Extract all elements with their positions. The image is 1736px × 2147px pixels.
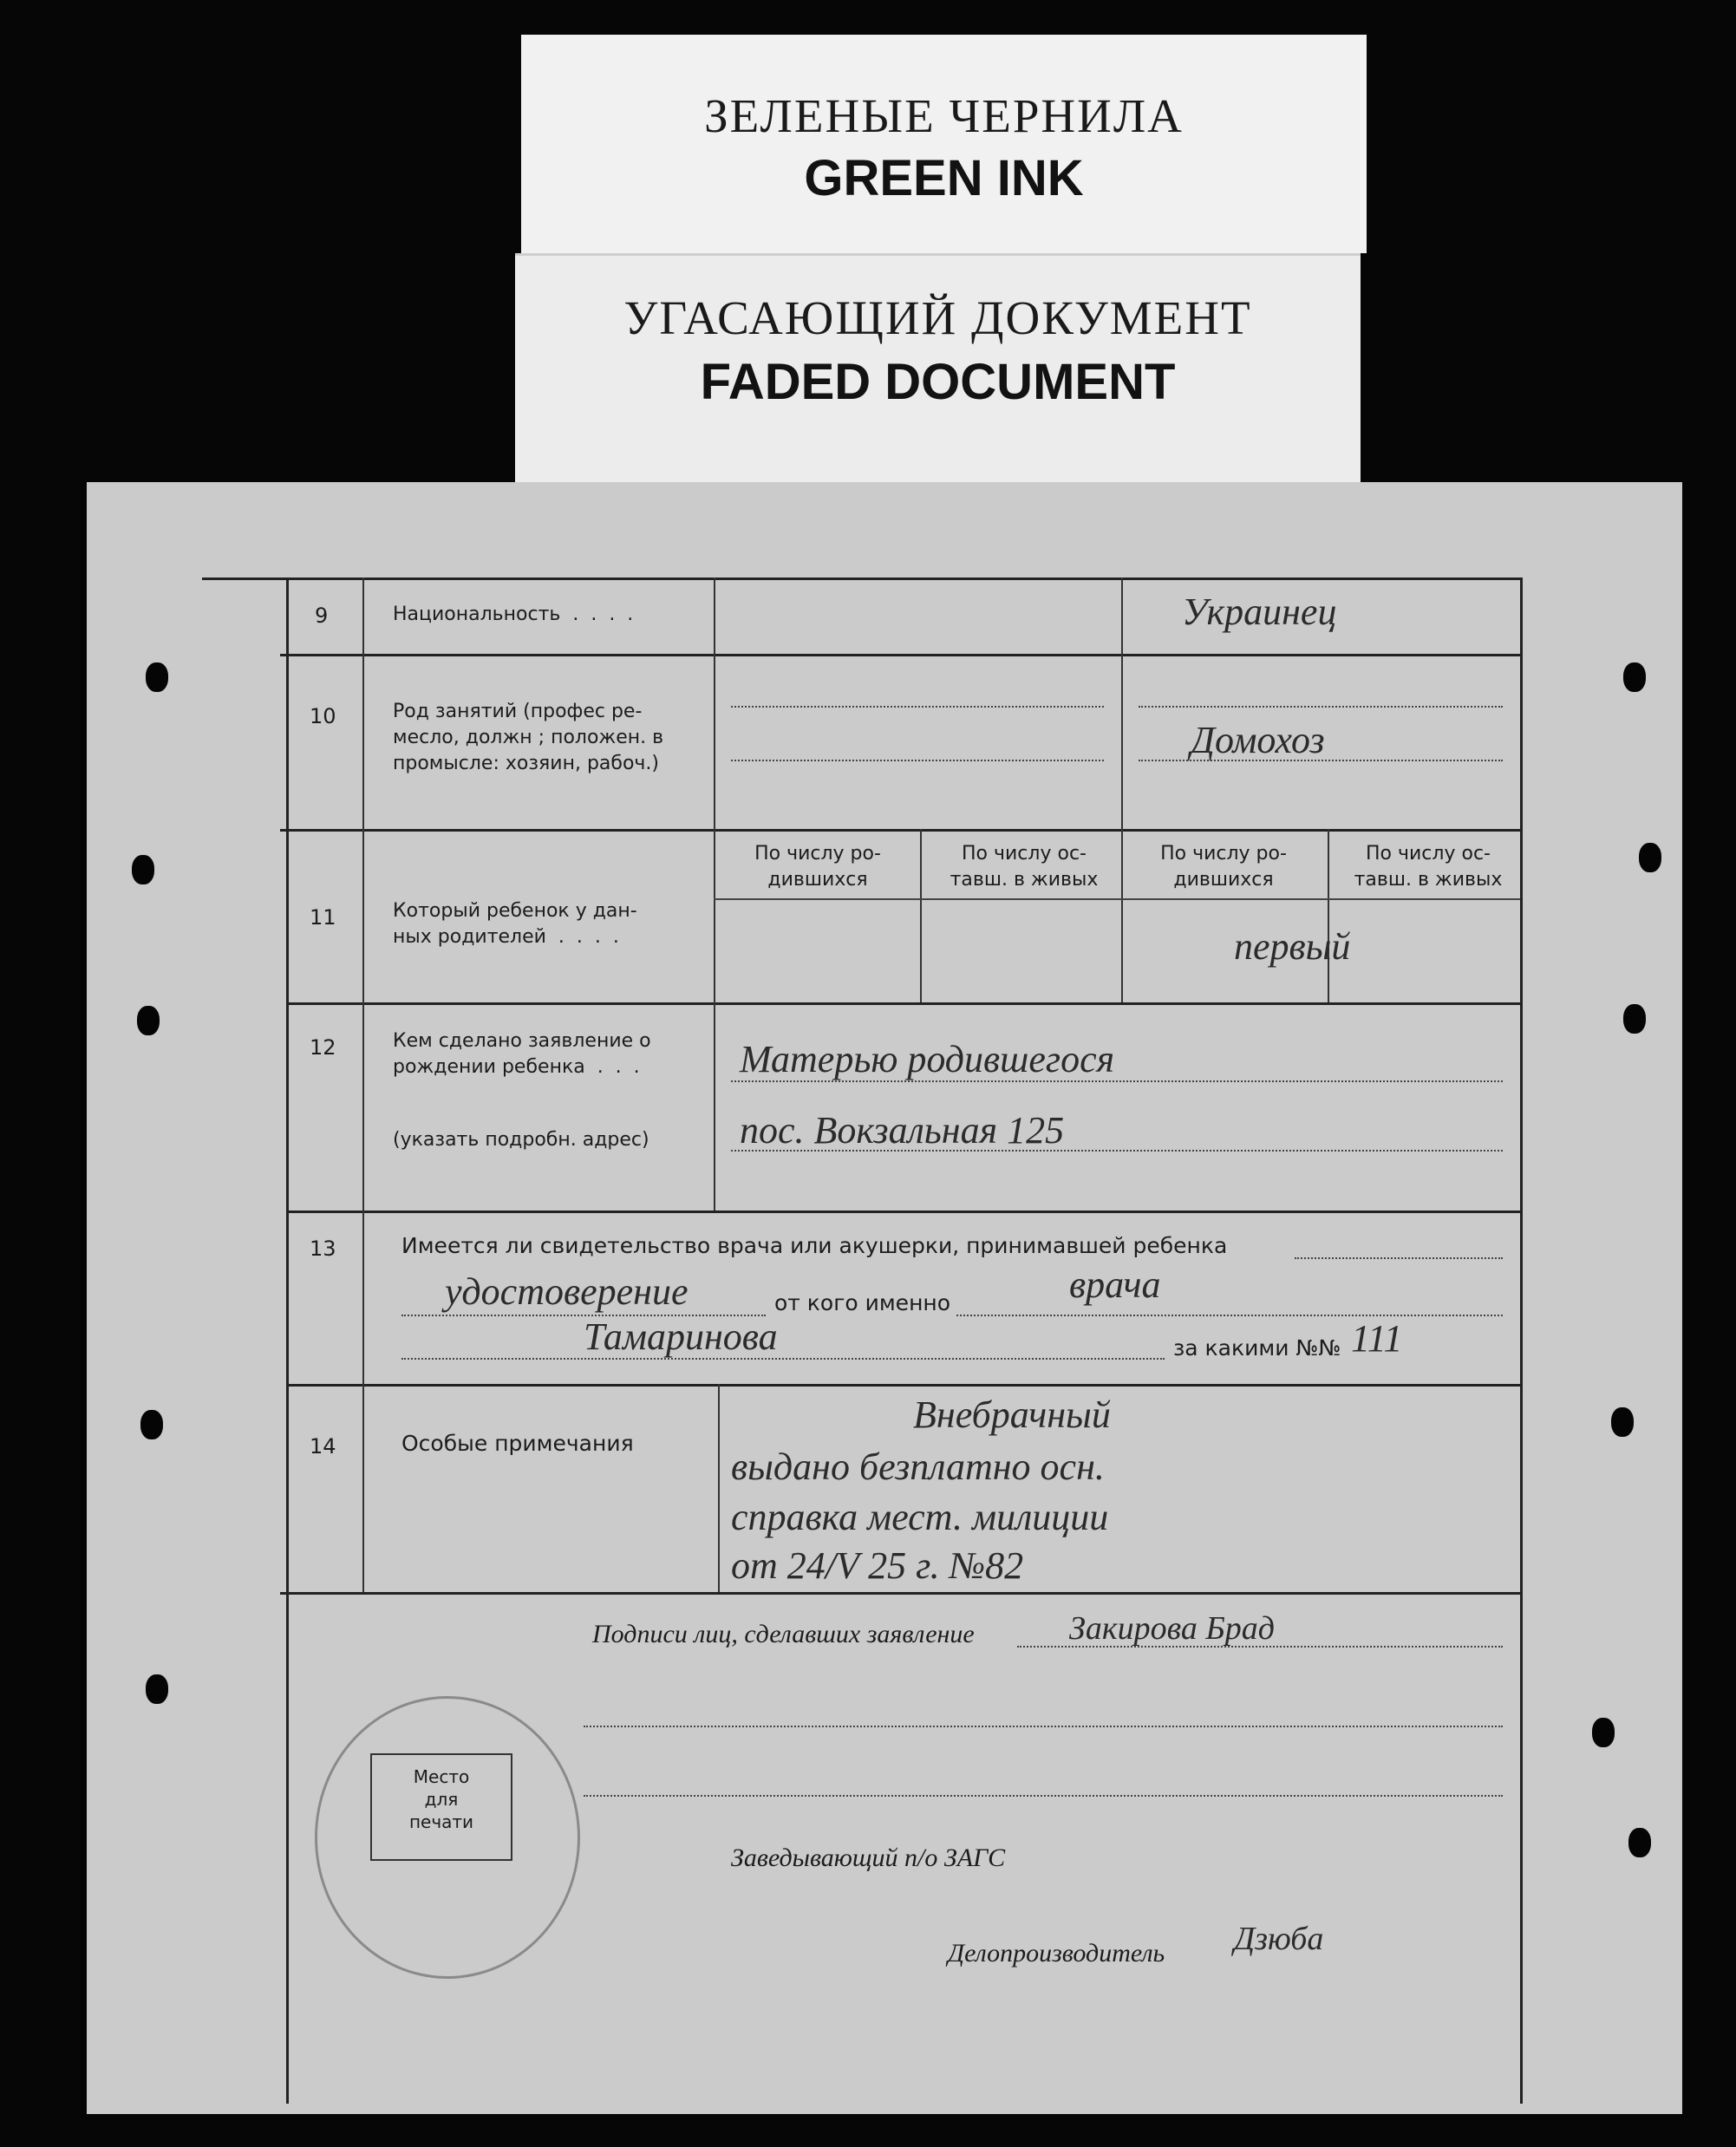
punch-hole bbox=[137, 1006, 160, 1035]
declarant-label: Кем сделано заявление о рождении ребенка . . . bbox=[393, 1030, 651, 1078]
form-table bbox=[286, 578, 1523, 2104]
green-ink-ru: ЗЕЛЕНЫЕ ЧЕРНИЛА bbox=[704, 89, 1184, 142]
signatures-label: Подписи лиц, сделавших заявление bbox=[592, 1620, 975, 1648]
from-whom-label: от кого именно bbox=[774, 1290, 951, 1315]
row-11-number: 11 bbox=[310, 905, 336, 930]
remarks-label: Особые примечания bbox=[401, 1431, 634, 1456]
nationality-value: Украинец bbox=[1182, 591, 1337, 633]
child-order-label: Который ребенок у дан- ных родителей . . . . bbox=[393, 900, 637, 948]
punch-hole bbox=[1628, 1828, 1651, 1857]
signatures-value: Закирова Брад bbox=[1069, 1610, 1275, 1647]
clerk-value: Дзюба bbox=[1234, 1921, 1324, 1957]
stamp-placeholder-box bbox=[370, 1753, 512, 1861]
stamp-box-line-2: для bbox=[424, 1789, 459, 1810]
col-alive-2: По числу ос- тавш. в живых bbox=[1354, 843, 1503, 891]
address-label: (указать подробн. адрес) bbox=[393, 1129, 649, 1151]
punch-hole bbox=[132, 855, 154, 884]
declarant-address-value: пос. Вокзальная 125 bbox=[740, 1109, 1065, 1152]
certificate-value: удостоверение bbox=[445, 1270, 689, 1313]
punch-hole bbox=[146, 1674, 168, 1704]
form-sheet bbox=[87, 482, 1682, 2114]
occupation-value: Домохоз bbox=[1191, 719, 1325, 761]
child-order-value: первый bbox=[1234, 925, 1351, 968]
punch-hole bbox=[1592, 1718, 1615, 1747]
punch-hole bbox=[1639, 843, 1661, 872]
stamp-box-line-3: печати bbox=[408, 1811, 474, 1832]
faded-document-label-card bbox=[515, 253, 1361, 488]
row-13-number: 13 bbox=[310, 1237, 336, 1261]
punch-hole bbox=[140, 1410, 163, 1439]
row-9-number: 9 bbox=[315, 604, 329, 628]
punch-hole bbox=[1611, 1407, 1634, 1437]
punch-hole bbox=[1623, 1004, 1646, 1034]
remarks-line-1: Внебрачный bbox=[913, 1393, 1111, 1436]
numbers-label: за какими №№ bbox=[1173, 1335, 1341, 1361]
from-whom-value: врача bbox=[1069, 1263, 1161, 1306]
faded-document-en: FADED DOCUMENT bbox=[700, 354, 1176, 410]
stamp-box-line-1: Место bbox=[413, 1766, 470, 1787]
green-ink-en: GREEN INK bbox=[804, 150, 1084, 206]
faded-document-ru: УГАСАЮЩИЙ ДОКУМЕНТ bbox=[623, 291, 1252, 344]
certificate-question: Имеется ли свидетельство врача или акушерки, принимавшей ребенка bbox=[401, 1233, 1228, 1258]
nationality-label: Национальность . . . . bbox=[393, 604, 634, 625]
row-10-number: 10 bbox=[310, 704, 336, 728]
remarks-line-4: от 24/V 25 г. №82 bbox=[731, 1544, 1024, 1587]
certificate-number-value: 111 bbox=[1351, 1317, 1403, 1360]
punch-hole bbox=[146, 662, 168, 692]
col-born-1: По числу ро- дившихся bbox=[754, 843, 881, 891]
occupation-label: Род занятий (профес ре- месло, должн ; положен. в промысле: хозяин, рабоч.) bbox=[393, 701, 664, 774]
green-ink-label-card bbox=[521, 35, 1367, 253]
col-alive-1: По числу ос- тавш. в живых bbox=[950, 843, 1099, 891]
row-14-number: 14 bbox=[310, 1434, 336, 1459]
remarks-line-2: выдано безплатно осн. bbox=[731, 1445, 1105, 1488]
declarant-value: Матерью родившегося bbox=[740, 1038, 1115, 1080]
clerk-label: Делопроизводитель bbox=[948, 1939, 1165, 1968]
punch-hole bbox=[1623, 662, 1646, 692]
midwife-name-value: Тамаринова bbox=[584, 1315, 778, 1358]
row-12-number: 12 bbox=[310, 1035, 336, 1060]
remarks-line-3: справка мест. милиции bbox=[731, 1496, 1109, 1538]
registry-head-label: Заведывающий п/о ЗАГС bbox=[731, 1844, 1006, 1872]
col-born-2: По числу ро- дившихся bbox=[1160, 843, 1287, 891]
